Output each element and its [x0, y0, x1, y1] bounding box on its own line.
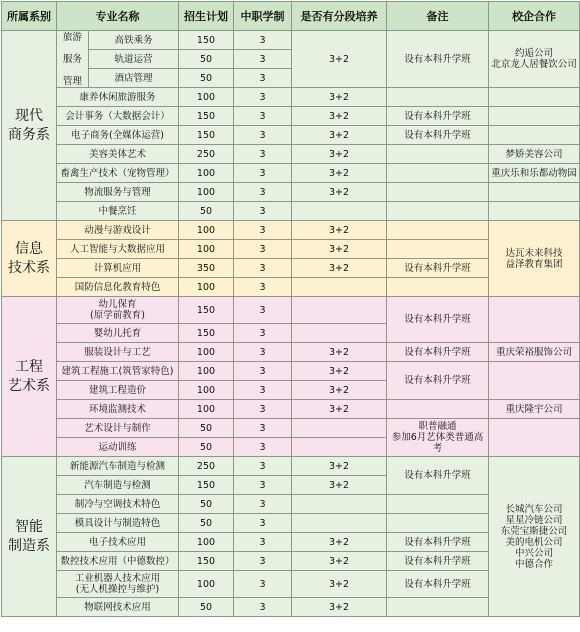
table-row: 电子技术应用 100 3 3+2 设有本科升学班: [2, 533, 580, 552]
dept-gongcheng: 工程 艺术系: [2, 297, 57, 457]
table-row: 工程 艺术系 幼儿保育 (原学前教育) 150 3 设有本科升学班: [2, 297, 580, 324]
table-row: 信息 技术系 动漫与游戏设计 100 3 3+2 达瓦未来科技 益泽教育集团: [2, 221, 580, 240]
admissions-table: [1, 1, 580, 617]
table-row: 畜禽生产技术（宠物管理） 100 3 3+2 重庆乐和乐都动物园: [2, 164, 580, 183]
table-row: 智能 制造系 新能源汽车制造与检测 250 3 3+2 设有本科升学班 长城汽车公司 星星冷链公司 东莞宝斯捷公司 美的电机公司 中兴公司 中德合作: [2, 457, 580, 476]
xinxi-coop: 达瓦未来科技 益泽教育集团: [489, 221, 580, 297]
dept-zhineng: 智能 制造系: [2, 457, 57, 617]
header-segment: 是否有分段培养: [292, 2, 387, 31]
yishu-note: 职普融通 参加6月艺体类普通高考: [387, 419, 489, 457]
table-row: 运动训练 50 3: [2, 438, 580, 457]
table-row: 建筑工程施工(筑管家特色) 100 3 3+2 设有本科升学班: [2, 362, 580, 381]
table-row: 计算机应用 350 3 3+2 设有本科升学班: [2, 259, 580, 278]
header-years: 中职学制: [234, 2, 292, 31]
table-row: 轨道运营 50 3: [2, 50, 580, 69]
table-row: 物联网技术应用 50 3 3+2: [2, 598, 580, 617]
table-row: 汽车制造与检测 150 3 3+2: [2, 476, 580, 495]
table-header-row: [2, 2, 580, 31]
header-major: 专业名称: [57, 2, 179, 31]
lvyou-group-label: 旅游 服务 管理: [57, 31, 89, 88]
lvyou-coop: 约逅公司 北京龙人居餐饮公司: [489, 31, 580, 88]
header-plan: 招生计划: [179, 2, 234, 31]
table-row: 中餐烹饪 50 3: [2, 202, 580, 221]
table-row: 会计事务（大数据会计） 150 3 3+2 设有本科升学班: [2, 107, 580, 126]
table-row: 工业机器人技术应用 (无人机操控与维护) 100 3 3+2 设有本科升学班: [2, 571, 580, 598]
dept-xiandai: 现代 商务系: [2, 31, 57, 221]
header-dept: 所属系别: [2, 2, 57, 31]
table-row: 酒店管理 50 3: [2, 69, 580, 88]
dept-xinxi: 信息 技术系: [2, 221, 57, 297]
table-row: 国防信息化教育特色 100 3: [2, 278, 580, 297]
header-note: 备注: [387, 2, 489, 31]
table-row: 现代 商务系 旅游 服务 管理 高铁乘务 150 3 3+2 设有本科升学班 约逅公司 北京龙人居餐饮公司: [2, 31, 580, 50]
table-row: 服装设计与工艺 100 3 3+2 设有本科升学班 重庆荣裕服饰公司: [2, 343, 580, 362]
table-row: 美容美体艺术 250 3 3+2 梦娇美容公司: [2, 145, 580, 164]
table-row: 数控技术应用（中德数控） 150 3 3+2 设有本科升学班: [2, 552, 580, 571]
header-coop: 校企合作: [489, 2, 580, 31]
table-row: 制冷与空调技术特色 50 3: [2, 495, 580, 514]
table-row: 环境监测技术 100 3 3+2 重庆隆宇公司: [2, 400, 580, 419]
table-row: 电子商务(全媒体运营) 150 3 3+2 设有本科升学班: [2, 126, 580, 145]
table-row: 婴幼儿托育 150 3: [2, 324, 580, 343]
table-row: 物流服务与管理 100 3 3+2: [2, 183, 580, 202]
table-row: 模具设计与制造特色 50 3: [2, 514, 580, 533]
table-row: 人工智能与大数据应用 100 3 3+2: [2, 240, 580, 259]
table-row: 艺术设计与制作 50 3 职普融通 参加6月艺体类普通高考: [2, 419, 580, 438]
table-row: 建筑工程造价 100 3 3+2: [2, 381, 580, 400]
zhineng-coop: 长城汽车公司 星星冷链公司 东莞宝斯捷公司 美的电机公司 中兴公司 中德合作: [489, 457, 580, 617]
table-row: 康养休闲旅游服务 100 3 3+2: [2, 88, 580, 107]
